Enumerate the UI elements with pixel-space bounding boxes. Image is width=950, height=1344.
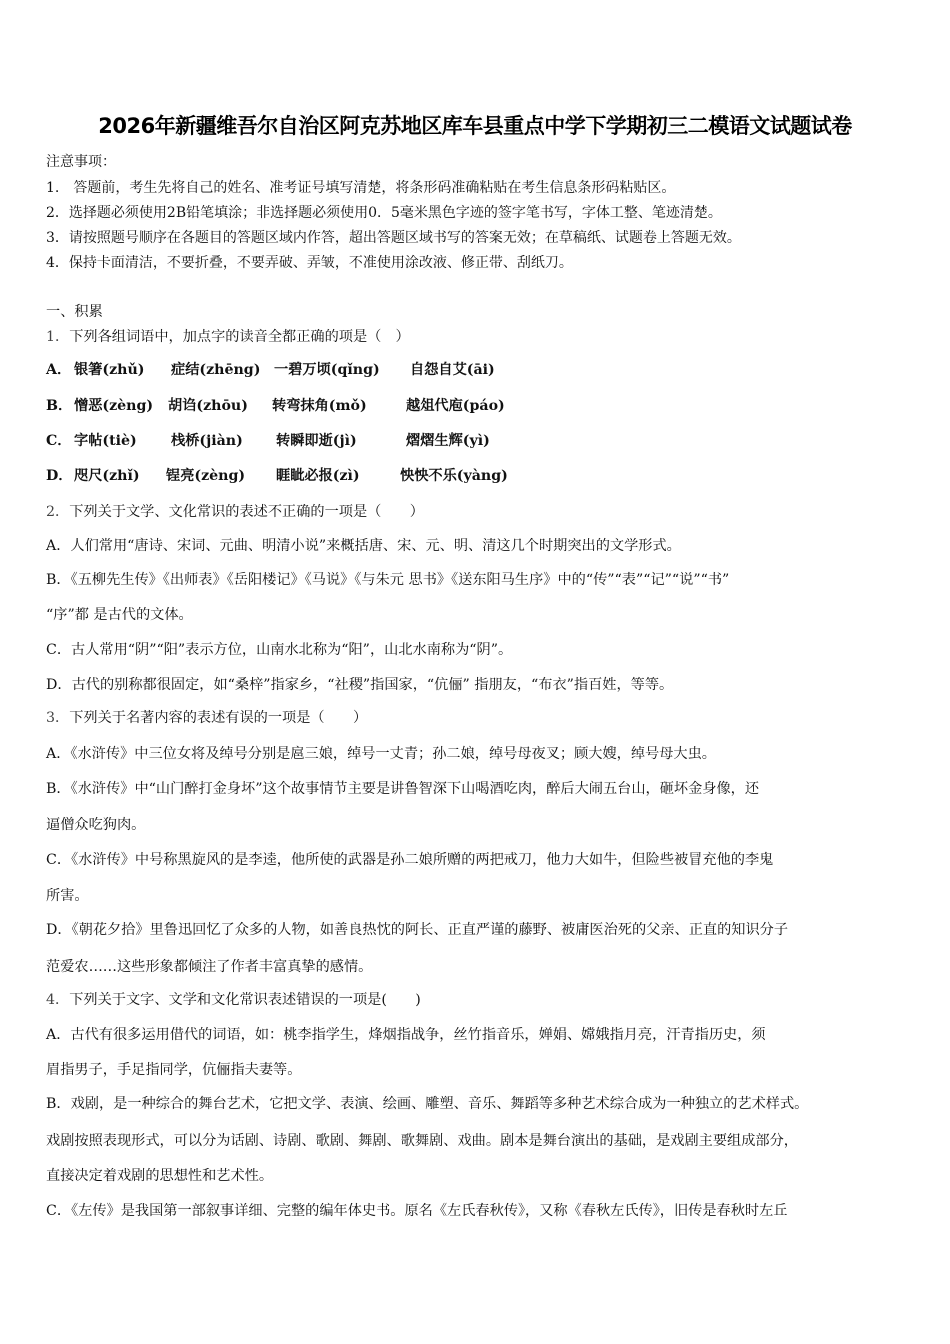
q2-option-c: C．古人常用“阴”“阳”表示方位，山南水北称为“阳”，山北水南称为“阴”。 — [46, 642, 513, 658]
option-term: 自怨自艾(āi) — [410, 362, 495, 378]
document-title: 2026年新疆维吾尔自治区阿克苏地区库车县重点中学下学期初三二模语文试题试卷 — [98, 114, 852, 138]
notice-item-1: 1. 答题前，考生先将自己的姓名、准考证号填写清楚，将条形码准确粘贴在考生信息条形码粘贴区。 — [46, 180, 676, 196]
option-term: 咫尺(zhǐ) — [74, 468, 140, 484]
option-label: D． — [46, 468, 73, 484]
notice-item-3: 3．请按照题号顺序在各题目的答题区域内作答，超出答题区域书写的答案无效；在草稿纸、试题卷上答题无效。 — [46, 230, 741, 246]
question-text: 下列关于名著内容的表述有误的一项是（ ） — [69, 710, 368, 726]
option-term: 锃亮(zèng) — [166, 468, 246, 484]
q4-option-c: C．《左传》是我国第一部叙事详细、完整的编年体史书。原名《左氏春秋传》，又称《春秋左氏传》，旧传是春秋时左丘 — [46, 1203, 788, 1219]
question-text: 下列关于文学、文化常识的表述不正确的一项是（ ） — [69, 504, 424, 520]
option-term: 睚眦必报(zì) — [276, 468, 360, 484]
question-2-stem — [46, 502, 910, 522]
q3-option-c: C．《水浒传》中号称黑旋风的是李逵，他所使的武器是孙二娘所赠的两把戒刀，他力大如牛，但险些被冒充他的李鬼 — [46, 852, 774, 868]
q3-option-d-cont: 范爱农……这些形象都倾注了作者丰富真挚的感情。 — [46, 959, 373, 975]
q3-option-d: D．《朝花夕拾》里鲁迅回忆了众多的人物，如善良热忱的阿长、正直严谨的藤野、被庸医治死的父亲、正直的知识分子 — [46, 922, 789, 938]
q3-option-c-cont: 所害。 — [46, 888, 89, 904]
notice-heading: 注意事项： — [46, 154, 116, 170]
q2-option-d: D．古代的别称都很固定，如“桑梓”指家乡，“社稷”指国家，“伉俪” 指朋友，“布衣”指百姓，等等。 — [46, 677, 674, 693]
question-number: 1． — [46, 329, 70, 345]
option-term: 银箸(zhǔ) — [74, 362, 145, 378]
q1-option-b — [46, 396, 910, 418]
option-label: B． — [46, 398, 73, 414]
notice-item-4: 4．保持卡面清洁，不要折叠，不要弄破、弄皱，不准使用涂改液、修正带、刮纸刀。 — [46, 255, 573, 271]
option-term: 一碧万顷(qǐng) — [274, 362, 380, 378]
q4-option-b-cont-1: 戏剧按照表现形式，可以分为话剧、诗剧、歌剧、舞剧、歌舞剧、戏曲。剧本是舞台演出的基础，是戏剧主要组成部分， — [46, 1133, 798, 1149]
option-label: A． — [46, 362, 72, 378]
question-1-stem — [46, 327, 910, 347]
option-term: 转弯抹角(mǒ) — [272, 398, 367, 414]
option-term: 熠熠生辉(yì) — [406, 433, 490, 449]
option-label: C． — [46, 433, 72, 449]
question-4-stem — [46, 990, 910, 1010]
q4-option-a-cont: 眉指男子，手足指同学，伉俪指夫妻等。 — [46, 1062, 302, 1078]
q4-option-b-cont-2: 直接决定着戏剧的思想性和艺术性。 — [46, 1168, 274, 1184]
option-term: 胡诌(zhōu) — [168, 398, 248, 414]
option-term: 憎恶(zèng) — [74, 398, 154, 414]
question-number: 4． — [46, 992, 70, 1008]
q2-option-b-cont: “序”都 是古代的文体。 — [46, 607, 193, 623]
question-number: 2． — [46, 504, 70, 520]
question-text: 下列关于文字、文学和文化常识表述错误的一项是( ) — [69, 992, 421, 1008]
q3-option-a: A．《水浒传》中三位女将及绰号分别是扈三娘，绰号一丈青；孙二娘，绰号母夜叉；顾大嫂，绰号母大虫。 — [46, 746, 716, 762]
option-term: 越俎代庖(páo) — [406, 398, 505, 414]
option-term: 转瞬即逝(jì) — [276, 433, 357, 449]
question-3-stem — [46, 708, 910, 728]
option-term: 字帖(tiè) — [74, 433, 137, 449]
q1-option-a — [46, 360, 910, 382]
q2-option-a: A．人们常用“唐诗、宋词、元曲、明清小说”来概括唐、宋、元、明、清这几个时期突出的文学形式。 — [46, 538, 681, 554]
q4-option-b: B．戏剧，是一种综合的舞台艺术，它把文学、表演、绘画、雕塑、音乐、舞蹈等多种艺术综合成为一种独立的艺术样式。 — [46, 1096, 809, 1112]
option-term: 症结(zhēng) — [171, 362, 261, 378]
option-term: 怏怏不乐(yàng) — [400, 468, 508, 484]
question-number: 3． — [46, 710, 70, 726]
section-heading: 一、积累 — [46, 304, 103, 320]
q4-option-a: A．古代有很多运用借代的词语，如：桃李指学生，烽烟指战争，丝竹指音乐，婵娟、嫦娥指月亮，汗青指历史，须 — [46, 1027, 766, 1043]
q1-option-c — [46, 431, 910, 453]
q2-option-b: B．《五柳先生传》《出师表》《岳阳楼记》《马说》《与朱元 思书》《送东阳马生序》中的“传”“表”“记”“说”“书” — [46, 572, 730, 588]
question-text: 下列各组词语中，加点字的读音全都正确的项是（ ） — [69, 329, 410, 345]
q3-option-b: B．《水浒传》中“山门醉打金身坏”这个故事情节主要是讲鲁智深下山喝酒吃肉，醉后大闹五台山，砸坏金身像，还 — [46, 781, 760, 797]
notice-item-2: 2．选择题必须使用2B铅笔填涂；非选择题必须使用0．5毫米黑色字迹的签字笔书写，字体工整、笔迹清楚。 — [46, 205, 722, 221]
q3-option-b-cont: 逼僧众吃狗肉。 — [46, 817, 146, 833]
option-term: 栈桥(jiàn) — [171, 433, 243, 449]
q1-option-d — [46, 466, 910, 488]
